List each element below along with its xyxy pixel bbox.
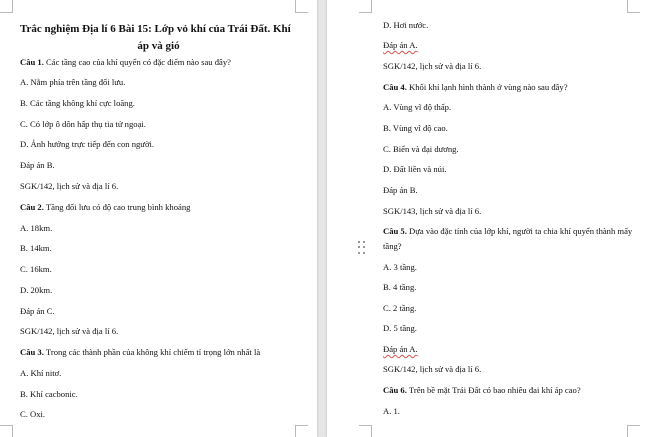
option-a: A. Khí nitơ.	[20, 368, 62, 378]
answer: Đáp án B.	[20, 160, 55, 170]
crop-mark	[627, 0, 640, 13]
question-5	[383, 226, 632, 237]
drag-handle-icon[interactable]	[358, 241, 366, 255]
option-d: D. Hơi nước.	[383, 20, 429, 30]
answer: Đáp án A.	[383, 40, 418, 50]
option-a: A. Nằm phía trên tầng đối lưu.	[20, 77, 126, 87]
crop-mark	[359, 0, 372, 13]
question-text: Tầng đối lưu có độ cao trung bình khoảng	[45, 202, 191, 212]
option-a: A. 1.	[383, 406, 400, 416]
option-c: C. 16km.	[20, 264, 52, 274]
option-c: C. 2 tầng.	[383, 303, 417, 313]
option-b: B. Vùng vĩ độ cao.	[383, 123, 448, 133]
question-label: Câu 6.	[383, 385, 407, 395]
option-d: D. 5 tầng.	[383, 323, 417, 333]
crop-mark	[0, 0, 13, 13]
question-label: Câu 5.	[383, 226, 407, 236]
question-label: Câu 3.	[20, 347, 44, 357]
answer: Đáp án B.	[383, 185, 418, 195]
question-2	[20, 202, 190, 213]
source: SGK/142, lịch sử và địa lí 6.	[20, 326, 119, 336]
answer: Đáp án C.	[20, 306, 55, 316]
question-label: Câu 1.	[20, 57, 44, 67]
option-b: B. 4 tầng.	[383, 282, 417, 292]
option-a: A. Vùng vĩ độ thấp.	[383, 102, 452, 112]
question-6	[383, 385, 581, 396]
option-d: D. Ảnh hưởng trực tiếp đến con người.	[20, 139, 155, 149]
crop-mark	[359, 425, 372, 437]
document-page-right	[327, 0, 650, 437]
option-c: C. Có lớp ô dôn hấp thụ tia tử ngoại.	[20, 119, 146, 129]
option-b: B. Khí cacbonic.	[20, 389, 78, 399]
option-a: A. 18km.	[20, 223, 53, 233]
question-3	[20, 347, 260, 358]
crop-mark	[295, 0, 308, 13]
option-b: B. Các tầng không khí cực loãng.	[20, 98, 135, 108]
question-label: Câu 2.	[20, 202, 44, 212]
crop-mark	[0, 425, 13, 437]
question-text: Dựa vào đặc tính của lớp khí, người ta chia khí quyển thành mấy	[409, 226, 633, 236]
document-title: Trắc nghiệm Địa lí 6 Bài 15: Lớp vỏ khí của Trái Đất. Khí	[20, 23, 291, 35]
option-c: C. Biển và đại dương.	[383, 144, 459, 154]
question-text: Khối khí lạnh hình thành ở vùng nào sau đây?	[409, 82, 568, 92]
source: SGK/142, lịch sử và địa lí 6.	[20, 181, 119, 191]
question-1	[20, 57, 231, 68]
question-text: Các tầng cao của khí quyển có đặc điểm nào sau đây?	[46, 57, 231, 67]
option-a: A. 3 tầng.	[383, 262, 417, 272]
source: SGK/142, lịch sử và địa lí 6.	[383, 364, 482, 374]
crop-mark	[295, 425, 308, 437]
question-text: Trên bề mặt Trái Đất có bao nhiêu đai khí áp cao?	[408, 385, 581, 395]
source: SGK/142, lịch sử và địa lí 6.	[383, 61, 482, 71]
question-4	[383, 82, 568, 93]
option-d: D. Đất liền và núi.	[383, 164, 447, 174]
document-title-continued: áp và gió	[137, 40, 180, 52]
option-c: C. Oxi.	[20, 409, 46, 419]
source: SGK/143, lịch sử và địa lí 6.	[383, 206, 482, 216]
document-page-left	[0, 0, 317, 437]
question-text-continued: tầng?	[383, 241, 402, 251]
option-b: B. 14km.	[20, 243, 52, 253]
question-text: Trong các thành phần của không khí chiếm tỉ trọng lớn nhất là	[45, 347, 261, 357]
crop-mark	[627, 425, 640, 437]
option-d: D. 20km.	[20, 285, 53, 295]
answer: Đáp án A.	[383, 344, 418, 354]
question-label: Câu 4.	[383, 82, 407, 92]
